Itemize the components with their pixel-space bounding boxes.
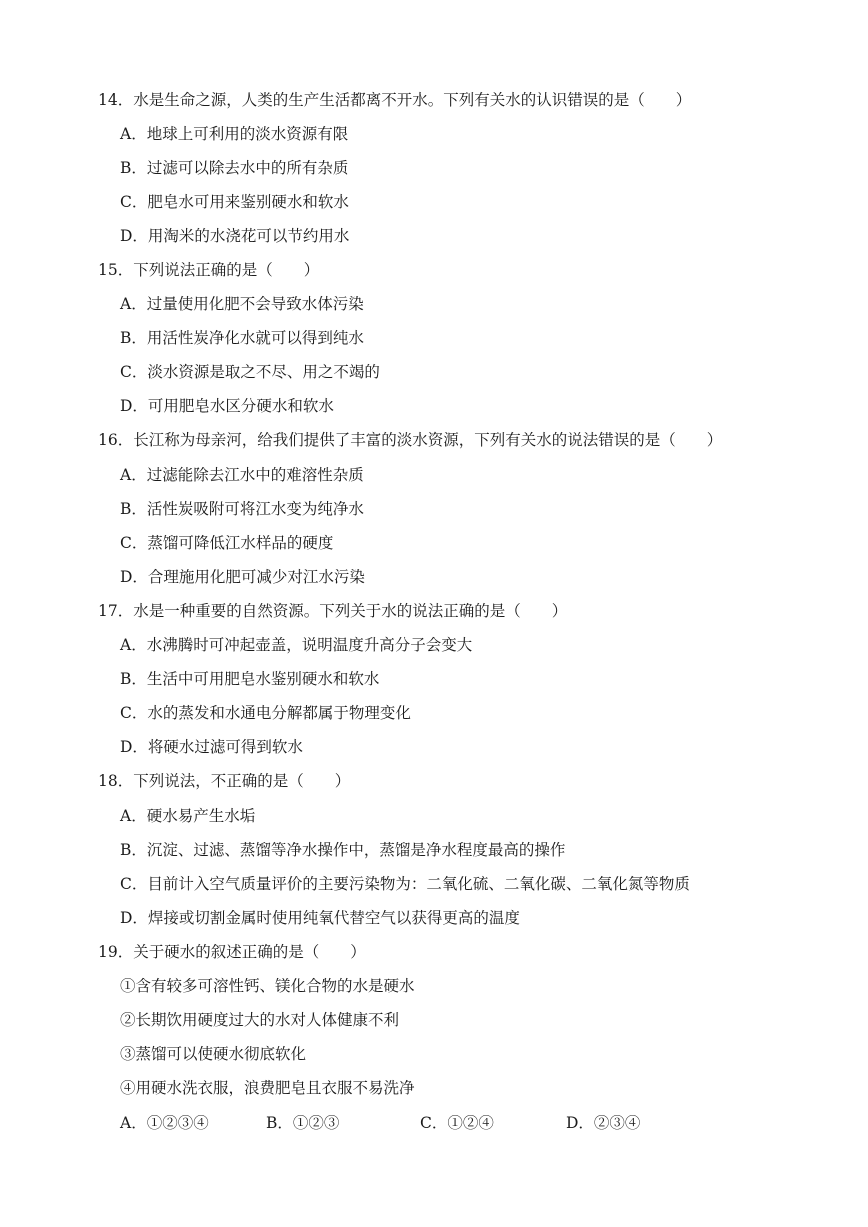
question-14-option-d: D．用淘米的水浇花可以节约用水 [120, 227, 350, 245]
question-19-choice-c: C．①②④ [420, 1114, 494, 1132]
question-15-option-b: B．用活性炭净化水就可以得到纯水 [120, 329, 364, 347]
question-15-option-d: D．可用肥皂水区分硬水和软水 [120, 397, 334, 415]
question-14-option-a: A．地球上可利用的淡水资源有限 [120, 125, 349, 143]
question-19-statement-1: ①含有较多可溶性钙、镁化合物的水是硬水 [120, 977, 415, 995]
question-14-option-b: B．过滤可以除去水中的所有杂质 [120, 159, 349, 177]
question-18-option-a: A．硬水易产生水垢 [120, 807, 256, 825]
question-17-option-d: D．将硬水过滤可得到软水 [120, 738, 303, 756]
question-19-choice-d: D．②③④ [566, 1114, 641, 1132]
question-19-choice-b: B．①②③ [266, 1114, 340, 1132]
question-16-option-a: A．过滤能除去江水中的难溶性杂质 [120, 466, 364, 484]
question-19-statement-2: ②长期饮用硬度过大的水对人体健康不利 [120, 1011, 400, 1029]
question-19-statement-3: ③蒸馏可以使硬水彻底软化 [120, 1045, 307, 1063]
question-16-option-c: C．蒸馏可降低江水样品的硬度 [120, 534, 334, 552]
question-17-option-c: C．水的蒸发和水通电分解都属于物理变化 [120, 704, 411, 722]
question-15-option-a: A．过量使用化肥不会导致水体污染 [120, 295, 364, 313]
question-16-option-b: B．活性炭吸附可将江水变为纯净水 [120, 500, 364, 518]
question-18-option-b: B．沉淀、过滤、蒸馏等净水操作中，蒸馏是净水程度最高的操作 [120, 841, 566, 859]
question-19-statement-4: ④用硬水洗衣服，浪费肥皂且衣服不易洗净 [120, 1079, 415, 1097]
question-17-option-a: A．水沸腾时可冲起壶盖，说明温度升高分子会变大 [120, 636, 473, 654]
question-15-option-c: C．淡水资源是取之不尽、用之不竭的 [120, 363, 380, 381]
question-14-stem: 14．水是生命之源，人类的生产生活都离不开水。下列有关水的认识错误的是（ ） [98, 91, 692, 109]
question-17-option-b: B．生活中可用肥皂水鉴别硬水和软水 [120, 670, 380, 688]
question-15-stem: 15．下列说法正确的是（ ） [98, 261, 320, 279]
question-19-stem: 19．关于硬水的叙述正确的是（ ） [98, 943, 366, 961]
question-18-option-c: C．目前计入空气质量评价的主要污染物为：二氧化硫、二氧化碳、二氧化氮等物质 [120, 875, 690, 893]
question-18-stem: 18．下列说法，不正确的是（ ） [98, 772, 351, 790]
question-16-stem: 16．长江称为母亲河，给我们提供了丰富的淡水资源，下列有关水的说法错误的是（ ） [98, 431, 723, 449]
question-19-choice-a: A．①②③④ [120, 1114, 209, 1132]
question-18-option-d: D．焊接或切割金属时使用纯氧代替空气以获得更高的温度 [120, 909, 520, 927]
question-17-stem: 17．水是一种重要的自然资源。下列关于水的说法正确的是（ ） [98, 602, 568, 620]
question-14-option-c: C．肥皂水可用来鉴别硬水和软水 [120, 193, 349, 211]
question-16-option-d: D．合理施用化肥可减少对江水污染 [120, 568, 365, 586]
